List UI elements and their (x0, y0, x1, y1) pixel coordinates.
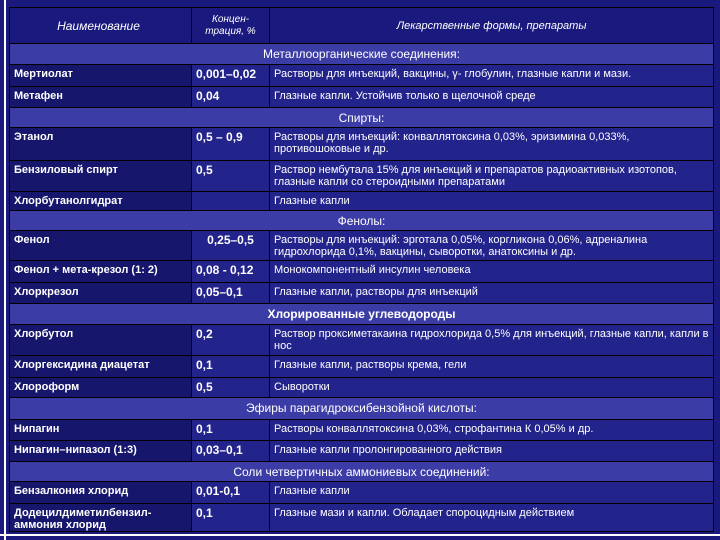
table-row (10, 161, 714, 192)
substance-name: Мертиолат (10, 65, 192, 87)
concentration: 0,1 (192, 504, 270, 532)
dosage-forms: Растворы конваллятоксина 0,03%, строфантина К 0,05% и др. (270, 420, 714, 441)
substance-name: Хлорбутол (10, 325, 192, 356)
section-title: Фенолы: (10, 211, 714, 231)
substance-name: Бензиловый спирт (10, 161, 192, 192)
table-row (10, 441, 714, 462)
table-row (10, 192, 714, 211)
section-title: Хлорированные углеводороды (10, 304, 714, 325)
dosage-forms: Глазные капли, растворы для инъекций (270, 283, 714, 304)
header-conc-line2: трация, % (205, 25, 256, 37)
section-title: Эфиры парагидроксибензойной кислоты: (10, 398, 714, 420)
header-concentration (192, 8, 270, 44)
header-forms: Лекарственные формы, препараты (270, 8, 714, 44)
concentration: 0,01-0,1 (192, 482, 270, 504)
dosage-forms: Растворы для инъекций: конваллятоксина 0,03%, эризимина 0,033%, противошоковые и др. (270, 128, 714, 161)
header-name: Наименование (10, 8, 192, 44)
substance-name: Метафен (10, 87, 192, 108)
substance-name: Фенол + мета-крезол (1: 2) (10, 261, 192, 283)
table-row (10, 325, 714, 356)
substance-name: Хлоркрезол (10, 283, 192, 304)
substance-name: Хлороформ (10, 378, 192, 398)
slide-border-bottom (0, 534, 720, 536)
section-title: Металлоорганические соединения: (10, 44, 714, 65)
substance-name: Додецилдиметилбензил-аммония хлорид (10, 504, 192, 532)
substance-name: Нипагин (10, 420, 192, 441)
dosage-forms: Глазные капли, растворы крема, гели (270, 356, 714, 378)
table-row (10, 128, 714, 161)
section-header (10, 44, 714, 65)
table-row (10, 420, 714, 441)
table-row (10, 87, 714, 108)
dosage-forms: Раствор нембутала 15% для инъекций и препаратов радиоактивных изотопов, глазные капли со стероидными препаратами (270, 161, 714, 192)
table-row (10, 261, 714, 283)
substance-name: Хлорбутанолгидрат (10, 192, 192, 211)
section-header (10, 398, 714, 420)
concentration: 0,1 (192, 356, 270, 378)
table-row (10, 482, 714, 504)
substance-name: Хлоргексидина диацетат (10, 356, 192, 378)
section-header (10, 304, 714, 325)
concentration: 0,001–0,02 (192, 65, 270, 87)
preservatives-table (9, 7, 714, 532)
section-header (10, 108, 714, 128)
concentration: 0,08 - 0,12 (192, 261, 270, 283)
dosage-forms: Глазные капли (270, 482, 714, 504)
table-row (10, 283, 714, 304)
concentration: 0,05–0,1 (192, 283, 270, 304)
table-header (10, 8, 714, 44)
concentration: 0,1 (192, 420, 270, 441)
concentration: 0,5 (192, 378, 270, 398)
dosage-forms: Монокомпонентный инсулин человека (270, 261, 714, 283)
concentration: 0,2 (192, 325, 270, 356)
substance-name: Нипагин–нипазол (1:3) (10, 441, 192, 462)
header-conc-line1: Концен- (211, 13, 250, 25)
dosage-forms: Глазные капли. Устойчив только в щелочной среде (270, 87, 714, 108)
concentration: 0,03–0,1 (192, 441, 270, 462)
dosage-forms: Сыворотки (270, 378, 714, 398)
table-row (10, 65, 714, 87)
section-title: Спирты: (10, 108, 714, 128)
section-title: Соли четвертичных аммониевых соединений: (10, 462, 714, 482)
dosage-forms: Глазные капли пролонгированного действия (270, 441, 714, 462)
concentration (192, 192, 270, 211)
section-header (10, 211, 714, 231)
section-header (10, 462, 714, 482)
substance-name: Фенол (10, 231, 192, 261)
slide-border-left (4, 0, 6, 540)
dosage-forms: Раствор проксиметакаина гидрохлорида 0,5% для инъекций, глазные капли, капли в нос (270, 325, 714, 356)
table-row (10, 231, 714, 261)
table-row (10, 504, 714, 532)
dosage-forms: Глазные мази и капли. Обладает спороцидным действием (270, 504, 714, 532)
dosage-forms: Растворы для инъекций, вакцины, γ- глобулин, глазные капли и мази. (270, 65, 714, 87)
substance-name: Бензалкония хлорид (10, 482, 192, 504)
dosage-forms: Глазные капли (270, 192, 714, 211)
table-row (10, 378, 714, 398)
substance-name: Этанол (10, 128, 192, 161)
concentration: 0,5 – 0,9 (192, 128, 270, 161)
concentration: 0,5 (192, 161, 270, 192)
dosage-forms: Растворы для инъекций: эрготала 0,05%, коргликона 0,06%, адреналина гидрохлорида 0,1%, вакцины, сыворотки, анатоксины и др. (270, 231, 714, 261)
concentration: 0,04 (192, 87, 270, 108)
table-row (10, 356, 714, 378)
concentration: 0,25–0,5 (192, 231, 270, 261)
